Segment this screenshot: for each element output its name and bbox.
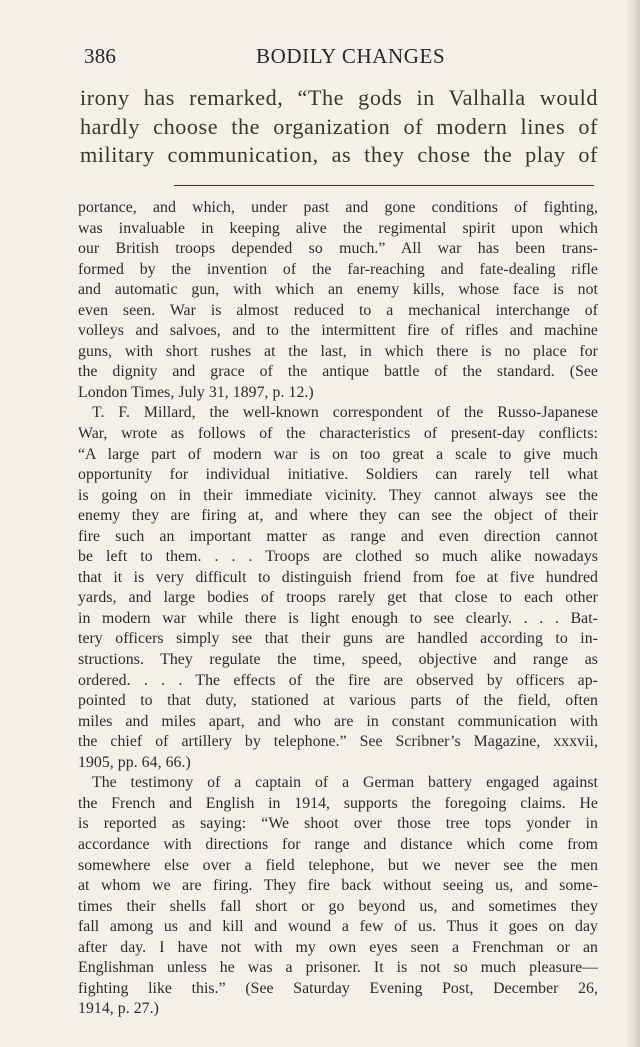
- footnote-line: fall among us and kill and wound a few of us. Thus it goes on day: [78, 918, 598, 936]
- footnote-line: volleys and salvoes, and to the intermittent fire of rifles and machine: [78, 322, 598, 340]
- footnote-line: pointed to that duty, stationed at various parts of the field, often: [78, 692, 598, 710]
- footnote-line: is reported as saying: “We shoot over those tree tops yonder in: [78, 815, 598, 833]
- footnote-line: be left to them. . . . Troops are clothed so much alike nowadays: [78, 548, 598, 566]
- footnote-line: the chief of artillery by telephone.” See Scribner’s Magazine, xxxvii,: [78, 733, 598, 751]
- footnote-line: our British troops depended so much.” All war has been trans-: [78, 240, 598, 258]
- footnote-line: War, wrote as follows of the characteristics of present-day conflicts:: [78, 425, 598, 443]
- footnote-line: at whom we are firing. They fire back without seeing us, and some-: [78, 877, 598, 895]
- footnote-line: fighting like this.” (See Saturday Evening Post, December 26,: [78, 979, 598, 997]
- running-head: BODILY CHANGES: [256, 44, 446, 68]
- footnote-line: 1905, pp. 64, 66.): [78, 753, 191, 771]
- footnote-line: tery officers simply see that their guns are handled according to in-: [78, 630, 598, 648]
- page-header: [84, 44, 598, 78]
- footnote-line: ordered. . . . The effects of the fire are observed by officers ap-: [78, 671, 598, 689]
- footnote-line: is going on in their immediate vicinity. They cannot always see the: [78, 486, 598, 504]
- footnote-rule: [174, 185, 594, 186]
- footnote-line: opportunity for individual initiative. Soldiers can rarely tell what: [78, 466, 598, 484]
- footnote-line: times their shells fall short or go beyond us, and sometimes they: [78, 897, 598, 915]
- footnote-line: even seen. War is almost reduced to a mechanical interchange of: [78, 301, 598, 319]
- main-text: [80, 84, 598, 170]
- footnote-line: guns, with short rushes at the last, in which there is no place for: [78, 342, 598, 360]
- footnote-line: and automatic gun, with which an enemy kills, whose face is not: [78, 281, 598, 299]
- main-text-line: irony has remarked, “The gods in Valhalla would: [80, 85, 598, 110]
- footnote-line: in modern war while there is light enough to see clearly. . . . Bat-: [78, 609, 598, 627]
- footnote-line: accordance with directions for range and distance which come from: [78, 835, 598, 853]
- main-text-line: military communication, as they chose the play of: [80, 142, 598, 167]
- footnote-line: formed by the invention of the far-reaching and fate-dealing rifle: [78, 260, 598, 278]
- footnote-line: enemy they are firing at, and where they can see the object of their: [78, 507, 598, 525]
- footnote-line: yards, and large bodies of troops rarely get that close to each other: [78, 589, 598, 607]
- footnote-line: after day. I have not with my own eyes seen a Frenchman or an: [78, 938, 598, 956]
- footnote-line: miles and miles apart, and who are in constant communication with: [78, 712, 598, 730]
- footnote-line: the French and English in 1914, supports the foregoing claims. He: [78, 794, 598, 812]
- page-edge-shadow: [626, 0, 640, 1047]
- footnote-line: portance, and which, under past and gone conditions of fighting,: [78, 199, 598, 216]
- footnote: [78, 198, 598, 1020]
- footnote-line: the dignity and grace of the antique battle of the standard. (See: [78, 363, 598, 381]
- footnote-line: that it is very difficult to distinguish friend from foe at five hundred: [78, 568, 598, 586]
- footnote-line: T. F. Millard, the well-known correspondent of the Russo-Japanese: [92, 404, 598, 422]
- footnote-line: 1914, p. 27.): [78, 1000, 159, 1018]
- footnote-line: fire such an important matter as range and even direction cannot: [78, 527, 598, 545]
- footnote-line: was invaluable in keeping alive the regimental spirit upon which: [78, 219, 598, 237]
- footnote-line: The testimony of a captain of a German battery engaged against: [92, 774, 598, 792]
- footnote-line: London Times, July 31, 1897, p. 12.): [78, 383, 314, 401]
- footnote-line: Englishman unless he was a prisoner. It is not so much pleasure—: [78, 959, 598, 977]
- footnote-line: “A large part of modern war is on too great a scale to give much: [78, 445, 598, 463]
- footnote-line: structions. They regulate the time, speed, objective and range as: [78, 651, 598, 669]
- footnote-line: somewhere else over a field telephone, but we never see the men: [78, 856, 598, 874]
- page-number: 386: [84, 44, 117, 68]
- main-text-line: hardly choose the organization of modern lines of: [80, 113, 598, 139]
